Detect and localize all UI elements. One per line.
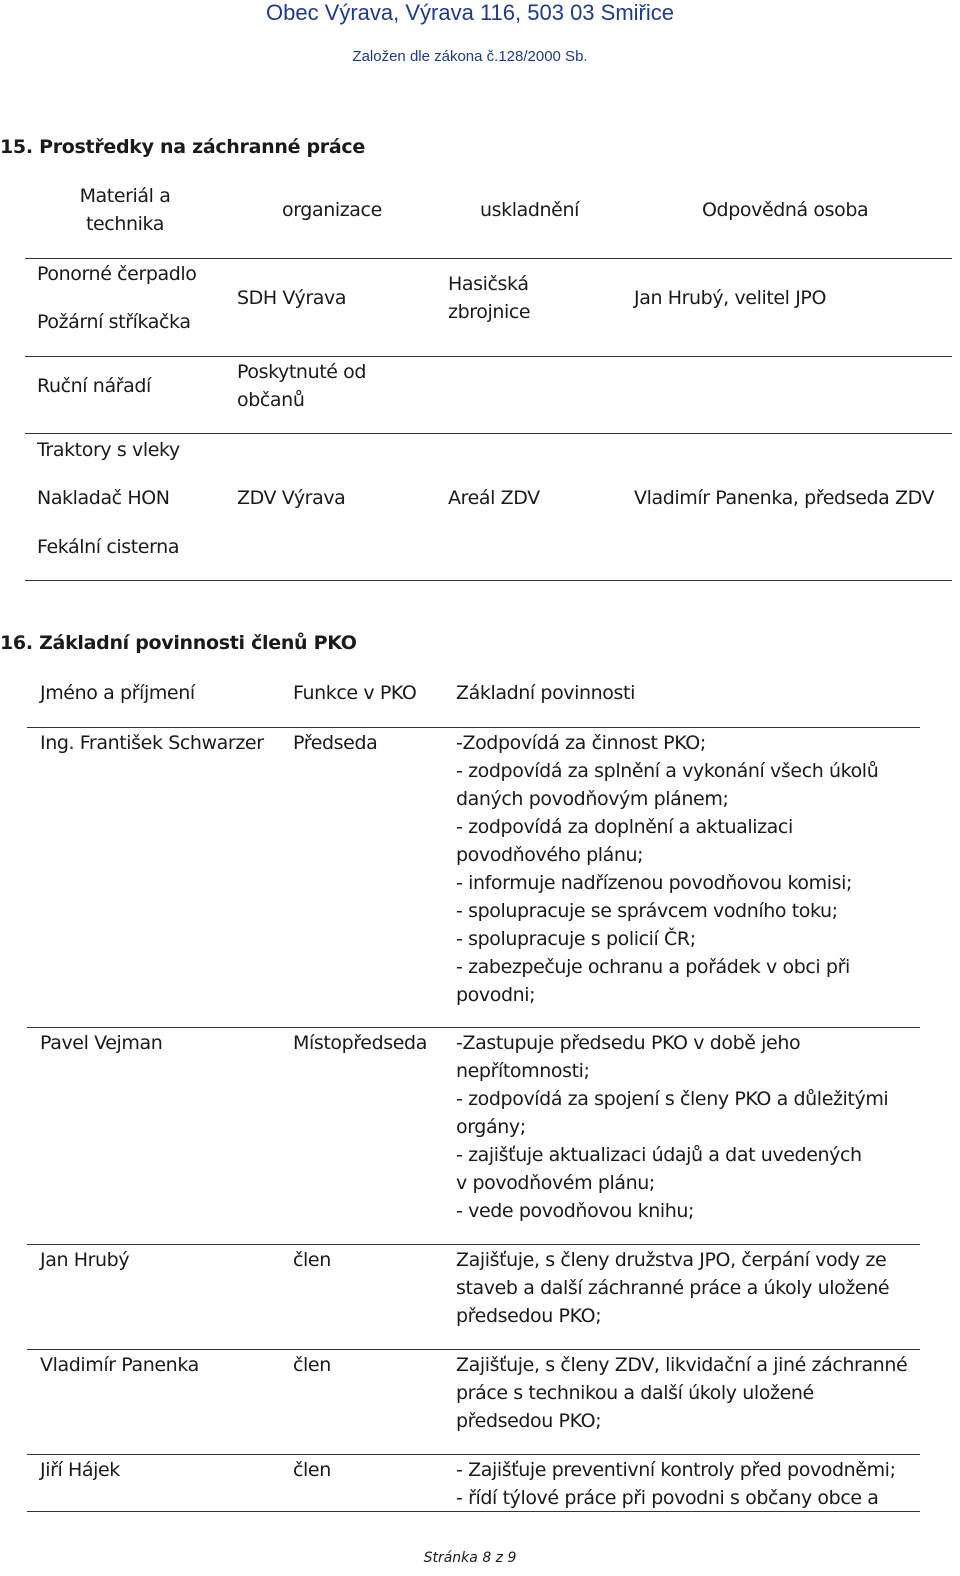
material-item: Ruční nářadí [37,375,151,397]
organizace-cell: ZDV Výrava [237,487,346,509]
table-rule [27,1349,920,1350]
member-name: Pavel Vejman [40,1032,163,1054]
table-rule [27,727,920,728]
organizace-cell: SDH Výrava [237,287,347,309]
table-rule [27,1244,920,1245]
member-duties: -Zodpovídá za činnost PKO; - zodpovídá za splnění a vykonání všech úkolů daných povodňovým plánem; - zodpovídá za doplnění a aktualizaci povodňového plánu; - informuje nadřízenou povodňovou komisi; - spolupracuje se správcem vodního toku; - spolupracuje s policií ČR; - zabezpečuje ochranu a pořádek v obci při povodni; [456,732,879,1006]
col-header-uskladneni: uskladnění [480,199,579,221]
table-rule [27,1511,920,1512]
col-header-jmeno: Jméno a příjmení [40,682,195,704]
member-function: člen [293,1249,331,1271]
member-duties: -Zastupuje předsedu PKO v době jeho nepřítomnosti; - zodpovídá za spojení s členy PKO a důležitými orgány; - zajišťuje aktualizaci údajů a dat uvedených v povodňovém plánu; - vede povodňovou knihu; [456,1032,889,1222]
section-15-heading: 15. Prostředky na záchranné práce [0,136,365,158]
table-rule [25,258,952,259]
member-name: Ing. František Schwarzer [40,732,264,754]
member-name: Jiří Hájek [40,1459,120,1481]
material-item: Traktory s vleky [37,439,180,461]
material-item: Nakladač HON [37,487,170,509]
page-footer: Stránka 8 z 9 [423,1550,517,1566]
member-duties: - Zajišťuje preventivní kontroly před povodněmi; - řídí týlové práce při povodni s občany obce a [456,1459,896,1509]
section-16-heading: 16. Základní povinnosti členů PKO [0,632,357,654]
col-header-funkce: Funkce v PKO [293,682,417,704]
osoba-cell: Vladimír Panenka, předseda ZDV [634,487,935,509]
member-name: Jan Hrubý [40,1249,130,1271]
member-name: Vladimír Panenka [40,1354,199,1376]
col-header-material: Materiál a technika [79,185,171,235]
material-item: Fekální cisterna [37,536,180,558]
col-header-povinnosti: Základní povinnosti [456,682,635,704]
col-header-osoba: Odpovědná osoba [702,199,869,221]
table-rule [25,433,952,434]
table-rule [27,1027,920,1028]
organizace-cell: Poskytnuté od občanů [237,361,367,411]
table-rule [25,580,952,581]
material-item: Ponorné čerpadlo [37,263,197,285]
member-function: Místopředseda [293,1032,427,1054]
document-header-title: Obec Výrava, Výrava 116, 503 03 Smiřice [265,0,674,25]
document-header-subtitle: Založen dle zákona č.128/2000 Sb. [352,48,588,65]
uskladneni-cell: Areál ZDV [448,487,540,509]
osoba-cell: Jan Hrubý, velitel JPO [634,287,827,309]
member-duties: Zajišťuje, s členy ZDV, likvidační a jiné záchranné práce s technikou a další úkoly uložené předsedou PKO; [456,1354,908,1432]
member-duties: Zajišťuje, s členy družstva JPO, čerpání vody ze staveb a další záchranné práce a úkoly uložené předsedou PKO; [456,1249,890,1327]
table-rule [25,356,952,357]
member-function: Předseda [293,732,378,754]
table-rule [27,1454,920,1455]
col-header-organizace: organizace [282,199,382,221]
member-function: člen [293,1459,331,1481]
uskladneni-cell: Hasičská zbrojnice [448,273,531,323]
material-item: Požární stříkačka [37,311,191,333]
member-function: člen [293,1354,331,1376]
